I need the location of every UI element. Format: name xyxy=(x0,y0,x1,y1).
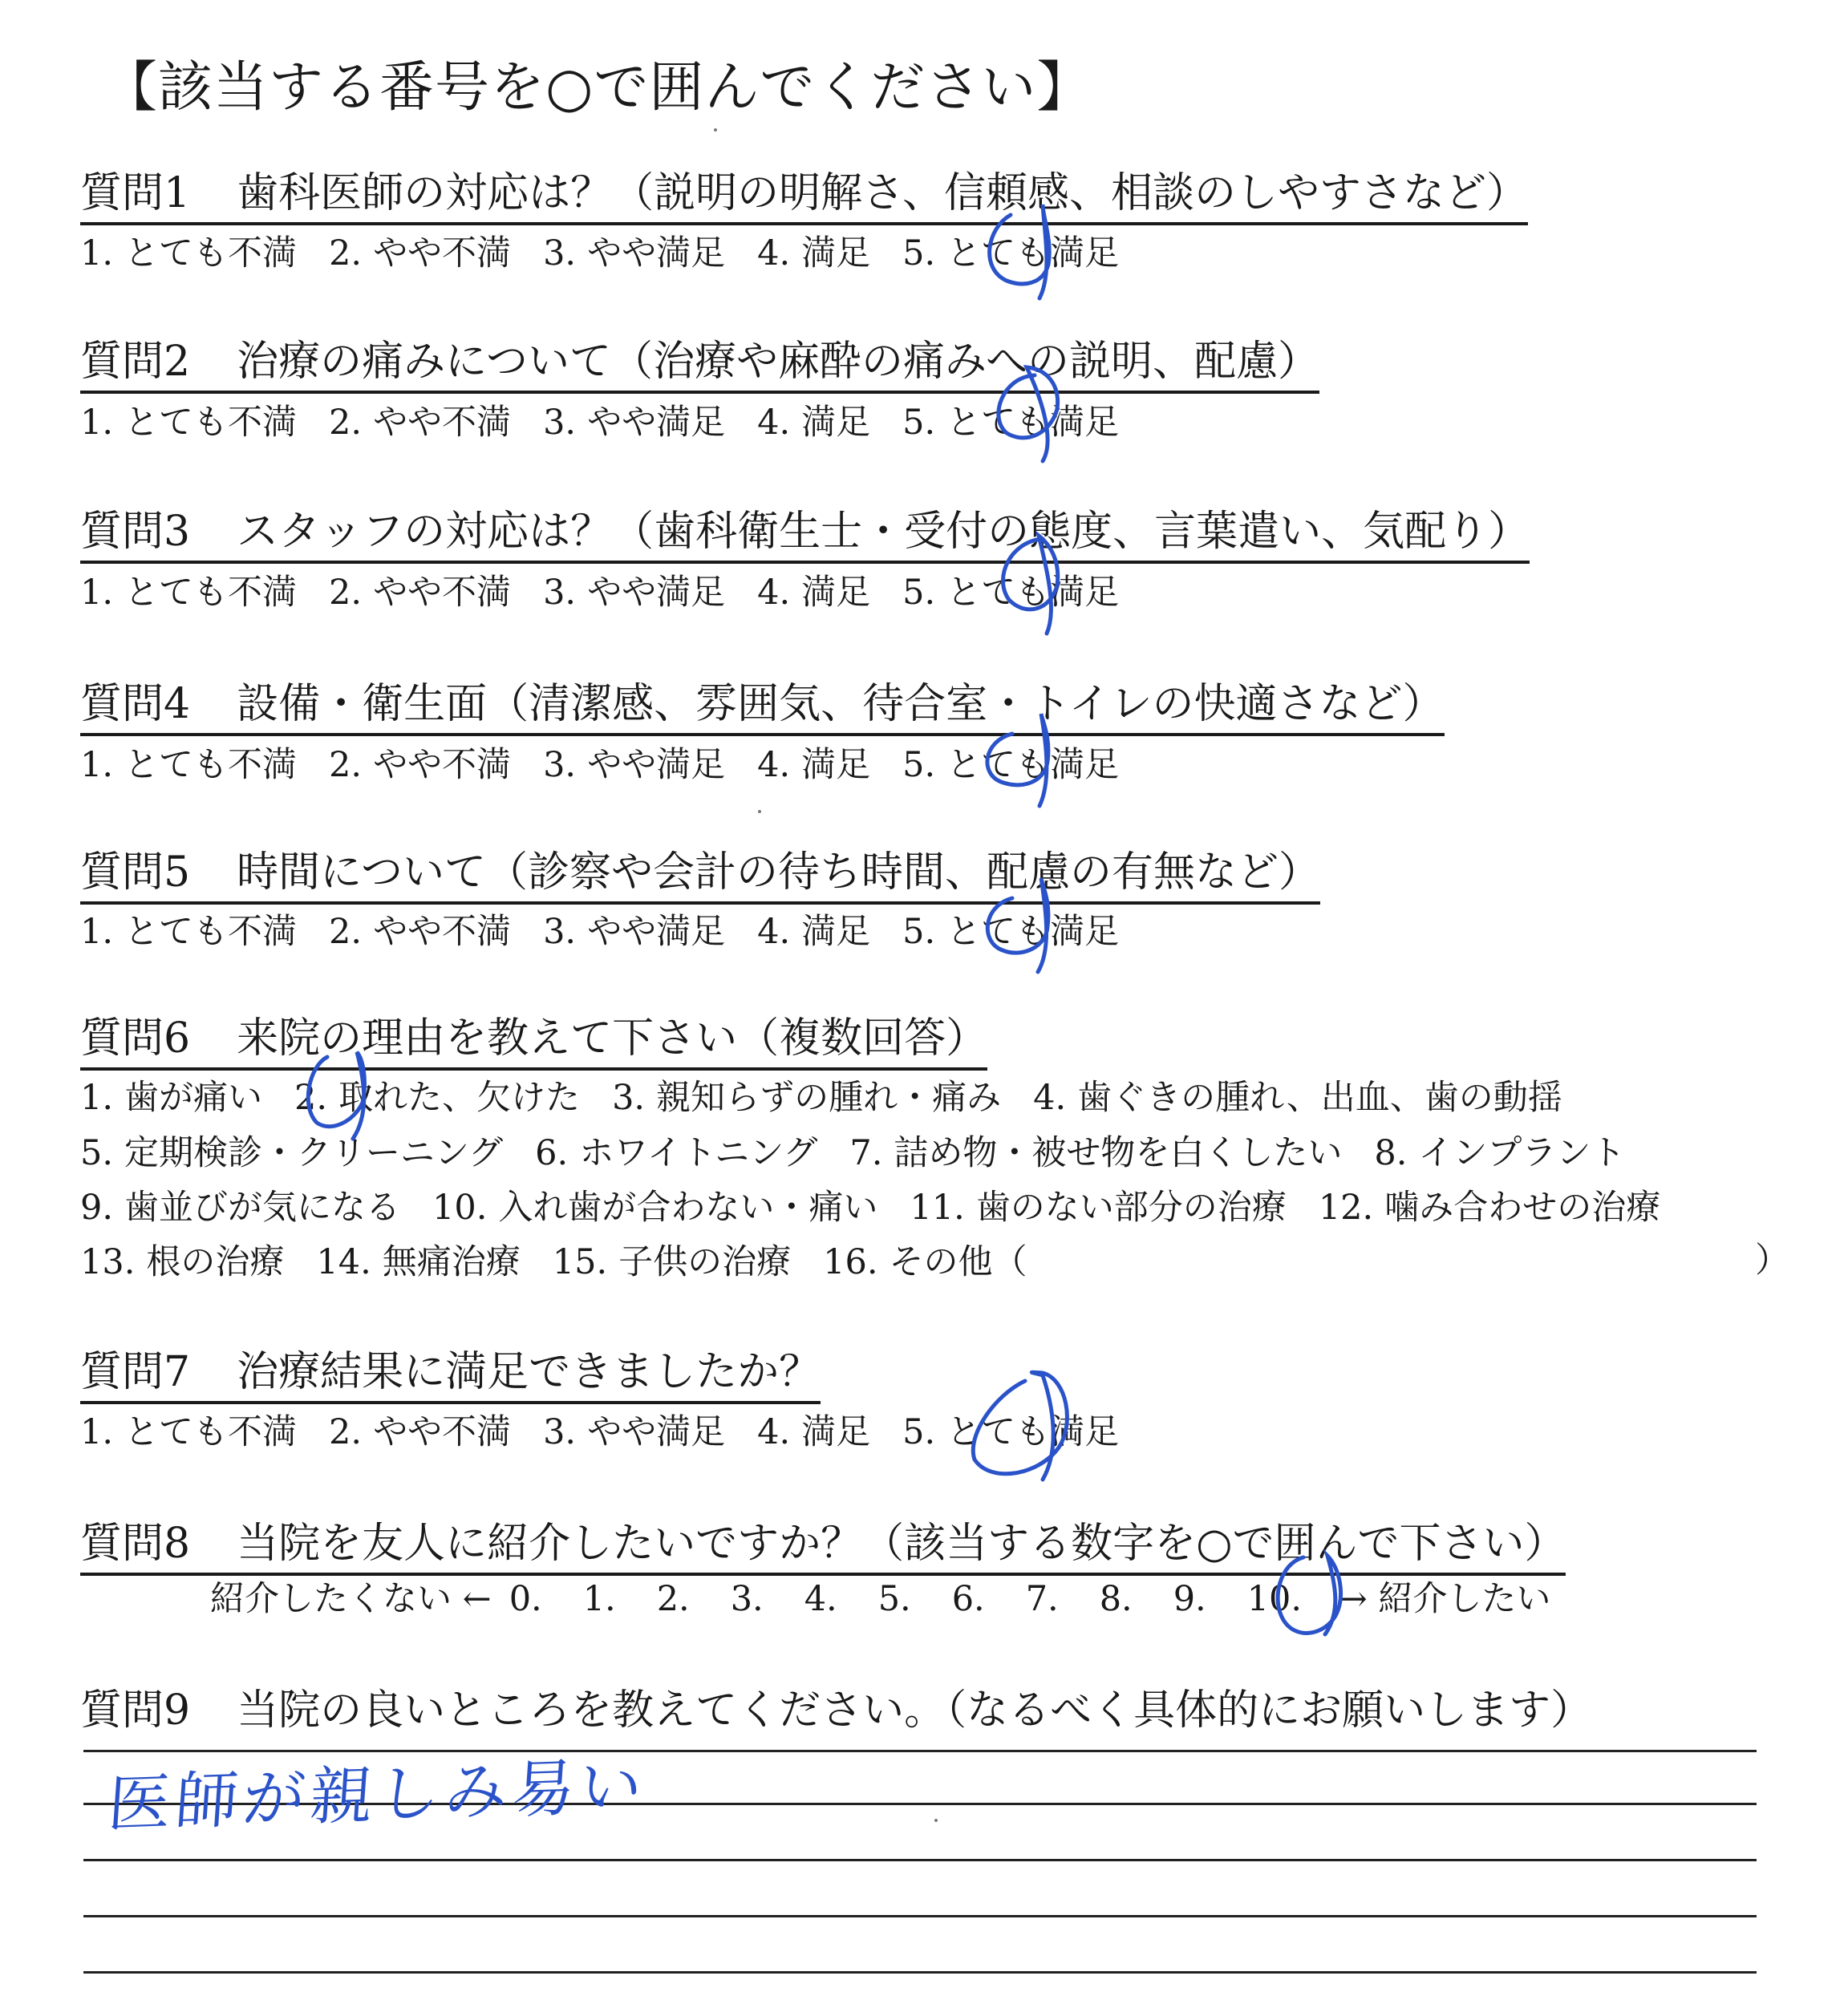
option-label: やや不満 xyxy=(373,233,512,273)
question-2-number: 質問2 xyxy=(80,338,191,386)
option-label: とても満足 xyxy=(946,403,1120,443)
option-number: 8. xyxy=(1374,1133,1408,1173)
option-label: やや不満 xyxy=(373,1412,512,1452)
question-5-text: 時間について（診察や会計の待ち時間、配慮の有無など） xyxy=(237,848,1321,897)
answer-line-3 xyxy=(83,1859,1757,1861)
scale-number: 8. xyxy=(1099,1579,1133,1619)
question-4-options xyxy=(80,738,1151,787)
question-1-number: 質問1 xyxy=(80,169,191,217)
option-number: 2. xyxy=(329,403,363,443)
scale-number: 10. xyxy=(1246,1579,1303,1619)
option-label: 満足 xyxy=(801,233,871,273)
option-item xyxy=(902,233,1119,273)
option-item xyxy=(1374,1133,1625,1173)
question-5-number: 質問5 xyxy=(80,848,191,897)
option-label: とても不満 xyxy=(124,912,298,952)
option-label: やや不満 xyxy=(373,745,512,785)
option-number: 3. xyxy=(543,573,577,613)
question-3-number: 質問3 xyxy=(80,508,191,556)
option-label: やや満足 xyxy=(587,403,726,443)
question-4-number: 質問4 xyxy=(80,680,191,728)
question-6-options-row-3 xyxy=(80,1180,1692,1229)
question-7-options xyxy=(80,1405,1151,1454)
question-7-title xyxy=(80,1338,821,1404)
answer-line-5 xyxy=(83,1971,1757,1974)
option-label: 歯のない部分の治療 xyxy=(975,1188,1287,1228)
scale-number: 2. xyxy=(656,1579,690,1619)
question-6-options-row-2 xyxy=(80,1126,1657,1175)
question-1-text: 歯科医師の対応は？（説明の明解さ、信頼感、相談のしやすさなど） xyxy=(237,169,1529,217)
option-item xyxy=(902,745,1119,785)
option-number: 1. xyxy=(80,1412,114,1452)
option-label: 子供の治療 xyxy=(618,1242,792,1282)
option-label: とても不満 xyxy=(124,573,298,613)
question-8-text: 当院を友人に紹介したいですか？（該当する数字を○で囲んで下さい） xyxy=(237,1520,1566,1568)
option-number: 16. xyxy=(823,1242,878,1282)
option-item xyxy=(329,573,511,613)
option-item xyxy=(757,912,870,952)
option-number: 3. xyxy=(543,912,577,952)
question-6-options-row-4 xyxy=(80,1235,1060,1284)
option-label: とても不満 xyxy=(124,1412,298,1452)
scale-number: 3. xyxy=(730,1579,764,1619)
answer-line-4 xyxy=(83,1915,1757,1917)
scale-number: 0. xyxy=(509,1579,542,1619)
option-label: 詰め物・被せ物を白くしたい xyxy=(894,1133,1343,1173)
option-label: とても満足 xyxy=(946,912,1120,952)
question-6-title xyxy=(80,1004,987,1071)
option-item xyxy=(80,1133,503,1173)
option-label: やや満足 xyxy=(587,745,726,785)
option-number: 4. xyxy=(757,403,791,443)
option-item xyxy=(80,403,297,443)
question-1-title xyxy=(80,159,1528,225)
scale-right-label: → 紹介したい xyxy=(1338,1579,1551,1619)
option-number: 2. xyxy=(329,745,363,785)
option-item xyxy=(80,745,297,785)
option-label: やや不満 xyxy=(373,573,512,613)
option-number: 12. xyxy=(1318,1188,1374,1228)
option-label: ホワイトニング xyxy=(579,1133,818,1173)
option-label: 満足 xyxy=(801,912,871,952)
scan-speck xyxy=(758,810,761,813)
option-item xyxy=(1319,1188,1660,1228)
option-number: 4. xyxy=(757,573,791,613)
option-item xyxy=(757,745,870,785)
option-item xyxy=(543,233,725,273)
option-number: 1. xyxy=(80,912,114,952)
option-item xyxy=(543,912,725,952)
question-3-text: スタッフの対応は？（歯科衛生士・受付の態度、言葉遣い、気配り） xyxy=(237,508,1530,556)
scale-left-label: 紹介したくない ← xyxy=(210,1579,492,1619)
option-item xyxy=(294,1078,580,1118)
option-label: 無痛治療 xyxy=(382,1242,521,1282)
option-item xyxy=(910,1188,1286,1228)
option-label: 親知らずの腫れ・痛み xyxy=(656,1078,1002,1118)
question-5-options xyxy=(80,905,1151,953)
option-number: 5. xyxy=(80,1133,114,1173)
option-label: とても不満 xyxy=(124,745,298,785)
option-item xyxy=(543,573,725,613)
question-9-number: 質問9 xyxy=(80,1686,191,1735)
option-number: 2. xyxy=(329,1412,363,1452)
question-5-title xyxy=(80,838,1320,905)
option-number: 4. xyxy=(757,912,791,952)
option-item xyxy=(902,1412,1119,1452)
option-label: 入れ歯が合わない・痛い xyxy=(498,1188,878,1228)
option-number: 1. xyxy=(80,745,114,785)
option-item xyxy=(316,1242,520,1282)
question-9-title xyxy=(80,1676,1592,1739)
option-label: やや不満 xyxy=(373,403,512,443)
option-label: とても満足 xyxy=(946,1412,1120,1452)
other-close-paren: ） xyxy=(1755,1241,1789,1281)
option-number: 1. xyxy=(80,573,114,613)
option-item xyxy=(612,1078,1001,1118)
option-item xyxy=(757,573,870,613)
scan-speck xyxy=(714,128,717,132)
option-number: 5. xyxy=(902,573,936,613)
option-number: 5. xyxy=(902,912,936,952)
option-item xyxy=(535,1133,817,1173)
option-label: インプラント xyxy=(1418,1133,1626,1173)
question-6-number: 質問6 xyxy=(80,1014,191,1063)
option-label: とても満足 xyxy=(946,745,1120,785)
option-item xyxy=(329,912,511,952)
option-label: 歯が痛い xyxy=(124,1078,263,1118)
option-item xyxy=(80,1242,284,1282)
option-item xyxy=(80,1412,297,1452)
option-number: 4. xyxy=(757,745,791,785)
option-number: 5. xyxy=(902,1412,936,1452)
option-number: 6. xyxy=(535,1133,569,1173)
option-number: 5. xyxy=(902,403,936,443)
option-number: 1. xyxy=(80,403,114,443)
option-item xyxy=(80,573,297,613)
option-label: やや不満 xyxy=(373,912,512,952)
option-number: 10. xyxy=(432,1188,488,1228)
question-7-text: 治療結果に満足できましたか？ xyxy=(237,1348,821,1396)
option-number: 2. xyxy=(329,912,363,952)
option-item xyxy=(757,403,870,443)
handwritten-answer: 医師が親しみ易い xyxy=(105,1750,650,1841)
option-number: 5. xyxy=(902,233,936,273)
option-item xyxy=(902,403,1119,443)
question-2-options xyxy=(80,395,1151,444)
option-label: その他（ xyxy=(889,1242,1027,1282)
option-item xyxy=(329,1412,511,1452)
option-label: 満足 xyxy=(801,573,871,613)
option-item xyxy=(902,573,1119,613)
scan-speck xyxy=(934,1819,938,1822)
question-8-title xyxy=(80,1509,1566,1576)
instruction-header: 【該当する番号を○で囲んでください】 xyxy=(103,56,1092,119)
option-number: 1. xyxy=(80,1078,114,1118)
option-item xyxy=(1033,1078,1562,1118)
question-6-options-row-1 xyxy=(80,1071,1595,1119)
option-item xyxy=(80,1078,262,1118)
option-number: 3. xyxy=(543,403,577,443)
question-2-text: 治療の痛みについて（治療や麻酔の痛みへの説明、配慮） xyxy=(237,338,1320,386)
option-label: やや満足 xyxy=(587,1412,726,1452)
option-label: 取れた、欠けた xyxy=(338,1078,581,1118)
option-label: 満足 xyxy=(801,403,871,443)
option-item xyxy=(849,1133,1342,1173)
option-number: 3. xyxy=(543,1412,577,1452)
option-item xyxy=(757,1412,870,1452)
option-item xyxy=(432,1188,877,1228)
option-label: 定期検診・クリーニング xyxy=(124,1133,504,1173)
option-label: 満足 xyxy=(801,745,871,785)
scale-number: 4. xyxy=(804,1579,837,1619)
option-number: 9. xyxy=(80,1188,114,1228)
option-number: 11. xyxy=(910,1188,965,1228)
option-item xyxy=(553,1242,791,1282)
option-number: 3. xyxy=(612,1078,646,1118)
option-label: とても不満 xyxy=(124,233,298,273)
option-label: 歯ぐきの腫れ、出血、歯の動揺 xyxy=(1077,1078,1562,1118)
option-number: 7. xyxy=(849,1133,883,1173)
question-8-scale xyxy=(192,1572,1568,1621)
question-9-text: 当院の良いところを教えてください。（なるべく具体的にお願いします） xyxy=(237,1686,1593,1735)
option-number: 14. xyxy=(316,1242,371,1282)
option-number: 3. xyxy=(543,745,577,785)
option-item xyxy=(329,233,511,273)
question-6-text: 来院の理由を教えて下さい（複数回答） xyxy=(237,1014,988,1063)
scale-number: 9. xyxy=(1173,1579,1206,1619)
option-number: 3. xyxy=(543,233,577,273)
option-item xyxy=(543,745,725,785)
option-label: とても満足 xyxy=(946,573,1120,613)
option-label: 噛み合わせの治療 xyxy=(1384,1188,1661,1228)
option-item xyxy=(80,233,297,273)
option-item xyxy=(80,912,297,952)
option-item xyxy=(329,403,511,443)
option-label: やや満足 xyxy=(587,573,726,613)
question-3-title xyxy=(80,497,1530,564)
option-number: 13. xyxy=(80,1242,136,1282)
scale-numbers xyxy=(509,1579,1321,1619)
option-item xyxy=(757,233,870,273)
option-label: とても満足 xyxy=(946,233,1120,273)
scale-number: 7. xyxy=(1025,1579,1059,1619)
option-label: 歯並びが気になる xyxy=(124,1188,401,1228)
option-label: 根の治療 xyxy=(146,1242,285,1282)
question-7-number: 質問7 xyxy=(80,1348,191,1396)
option-number: 1. xyxy=(80,233,114,273)
option-number: 2. xyxy=(294,1078,328,1118)
option-item xyxy=(823,1242,1027,1282)
option-label: とても不満 xyxy=(124,403,298,443)
option-item xyxy=(543,403,725,443)
option-number: 2. xyxy=(329,573,363,613)
scale-number: 1. xyxy=(582,1579,616,1619)
scale-number: 6. xyxy=(951,1579,985,1619)
option-number: 4. xyxy=(757,1412,791,1452)
option-number: 15. xyxy=(552,1242,608,1282)
option-number: 5. xyxy=(902,745,936,785)
question-1-options xyxy=(80,226,1151,275)
option-item xyxy=(543,1412,725,1452)
option-number: 4. xyxy=(757,233,791,273)
question-8-number: 質問8 xyxy=(80,1520,191,1568)
option-label: やや満足 xyxy=(587,912,726,952)
option-number: 2. xyxy=(329,233,363,273)
option-item xyxy=(329,745,511,785)
question-4-text: 設備・衛生面（清潔感、雰囲気、待合室・トイレの快適さなど） xyxy=(237,680,1445,728)
option-number: 4. xyxy=(1033,1078,1067,1118)
scale-number: 5. xyxy=(877,1579,911,1619)
option-item xyxy=(80,1188,400,1228)
option-label: 満足 xyxy=(801,1412,871,1452)
question-4-title xyxy=(80,670,1445,736)
question-2-title xyxy=(80,327,1319,394)
option-item xyxy=(902,912,1119,952)
option-label: やや満足 xyxy=(587,233,726,273)
question-3-options xyxy=(80,565,1151,614)
